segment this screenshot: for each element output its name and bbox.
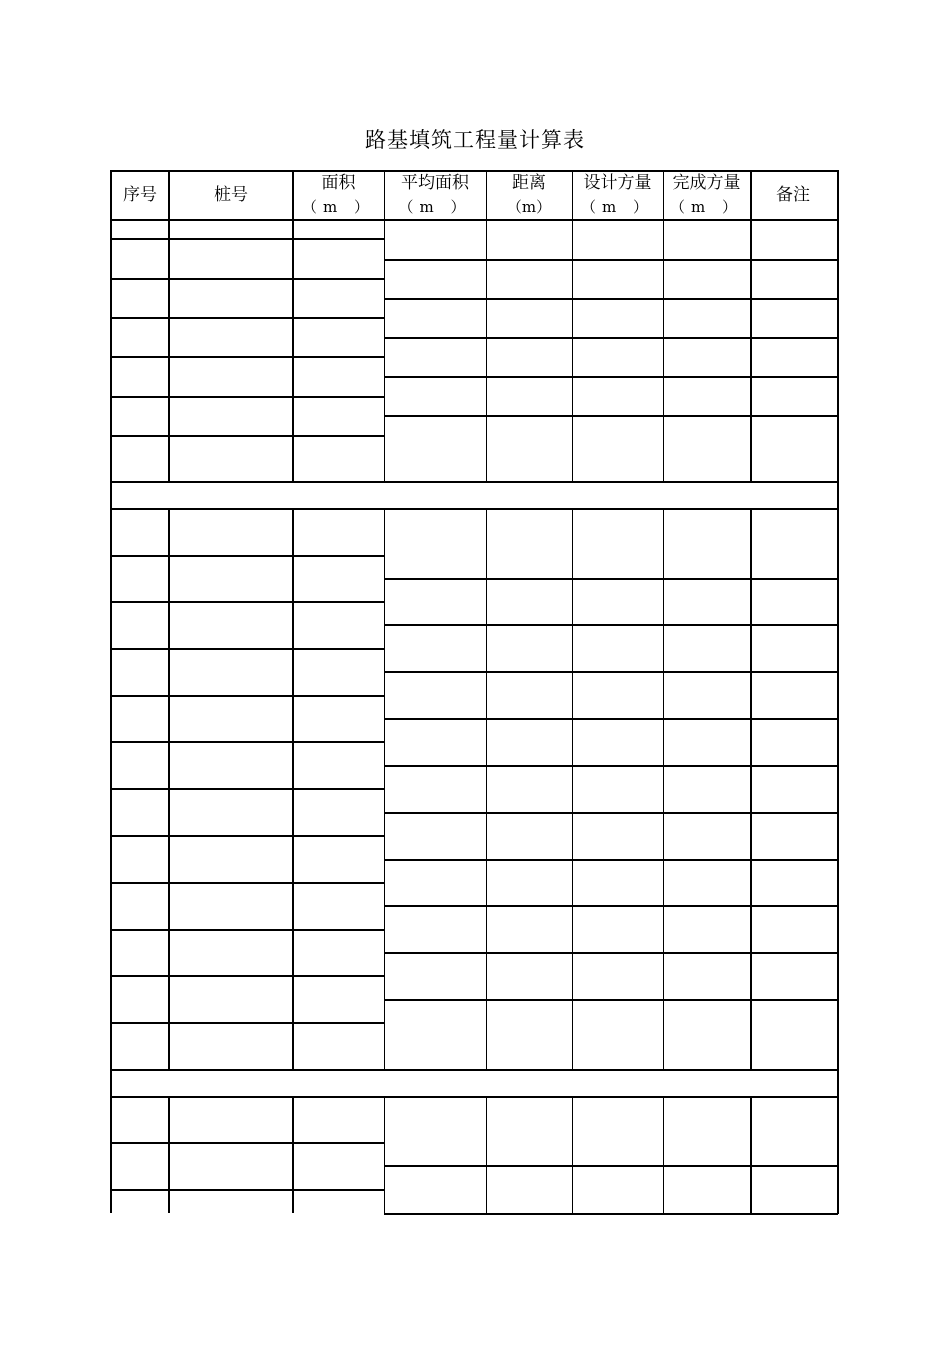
row-line: [384, 859, 838, 861]
row-line: [110, 396, 385, 398]
row-line: [110, 648, 385, 650]
header-design-volume: [573, 171, 662, 219]
header-done-volume-label: 完成方量: [672, 173, 741, 193]
section-line: [110, 508, 838, 510]
column-line: [663, 170, 664, 481]
column-line: [486, 170, 487, 481]
header-distance-label: 距离: [512, 173, 546, 193]
row-line: [384, 298, 838, 300]
row-line: [384, 578, 838, 580]
header-seq-label: 序号: [123, 185, 157, 205]
row-line: [110, 835, 385, 837]
header-avg-area-unit: （m ）: [398, 198, 472, 216]
row-line: [110, 1142, 385, 1144]
table-bottom-border: [384, 1213, 838, 1215]
row-line: [110, 238, 385, 240]
header-design-volume-unit: （m ）: [581, 198, 654, 216]
row-line: [384, 376, 838, 378]
row-line: [384, 671, 838, 673]
row-line: [110, 278, 385, 280]
header-area-label: 面积: [321, 173, 356, 193]
row-line: [110, 435, 385, 437]
column-line: [572, 170, 573, 481]
column-line: [750, 1096, 752, 1213]
table-top-border: [110, 170, 838, 172]
row-line: [384, 624, 838, 626]
column-line: [486, 1096, 487, 1213]
row-line: [110, 882, 385, 884]
section-line: [110, 1096, 838, 1098]
column-line: [384, 1096, 385, 1213]
header-seq: [112, 171, 168, 219]
row-line: [110, 929, 385, 931]
row-line: [110, 555, 385, 557]
header-area: [294, 171, 383, 219]
header-done-volume-unit: （m ）: [670, 198, 743, 216]
row-line: [110, 1022, 385, 1024]
section-line: [110, 1069, 838, 1071]
header-distance-unit: （m）: [506, 198, 552, 216]
row-line: [384, 905, 838, 907]
column-line: [292, 1096, 294, 1213]
header-station-label: 桩号: [214, 185, 248, 205]
header-done-volume: [664, 171, 749, 219]
row-line: [110, 356, 385, 358]
row-line: [384, 718, 838, 720]
header-distance: [487, 171, 571, 219]
header-remarks: [751, 171, 835, 219]
row-line: [384, 952, 838, 954]
column-line: [750, 508, 752, 1069]
column-line: [663, 508, 664, 1069]
column-line: [750, 170, 752, 481]
row-line: [110, 975, 385, 977]
page-title: 路基填筑工程量计算表: [365, 128, 585, 152]
row-line: [110, 695, 385, 697]
header-station: [170, 171, 292, 219]
header-avg-area-label: 平均面积: [401, 173, 469, 193]
row-line: [384, 765, 838, 767]
row-line: [384, 1165, 838, 1167]
column-line: [663, 1096, 664, 1213]
row-line: [384, 812, 838, 814]
header-avg-area: [385, 171, 485, 219]
column-line: [384, 170, 385, 219]
table-right-border: [837, 170, 839, 1214]
column-line: [168, 1096, 170, 1213]
header-design-volume-label: 设计方量: [583, 173, 652, 193]
row-line: [384, 415, 838, 417]
section-line: [110, 481, 838, 483]
column-line: [572, 508, 573, 1069]
row-line: [110, 601, 385, 603]
row-line: [110, 741, 385, 743]
header-remarks-label: 备注: [776, 185, 810, 205]
row-line: [384, 999, 838, 1001]
table-left-border: [110, 170, 112, 1213]
header-bottom-border: [110, 219, 838, 221]
row-line: [384, 337, 838, 339]
column-line: [572, 1096, 573, 1213]
row-line: [110, 788, 385, 790]
row-line: [384, 259, 838, 261]
column-line: [486, 508, 487, 1069]
header-area-unit: （m ）: [302, 198, 375, 216]
row-line: [110, 1189, 385, 1191]
row-line: [110, 317, 385, 319]
